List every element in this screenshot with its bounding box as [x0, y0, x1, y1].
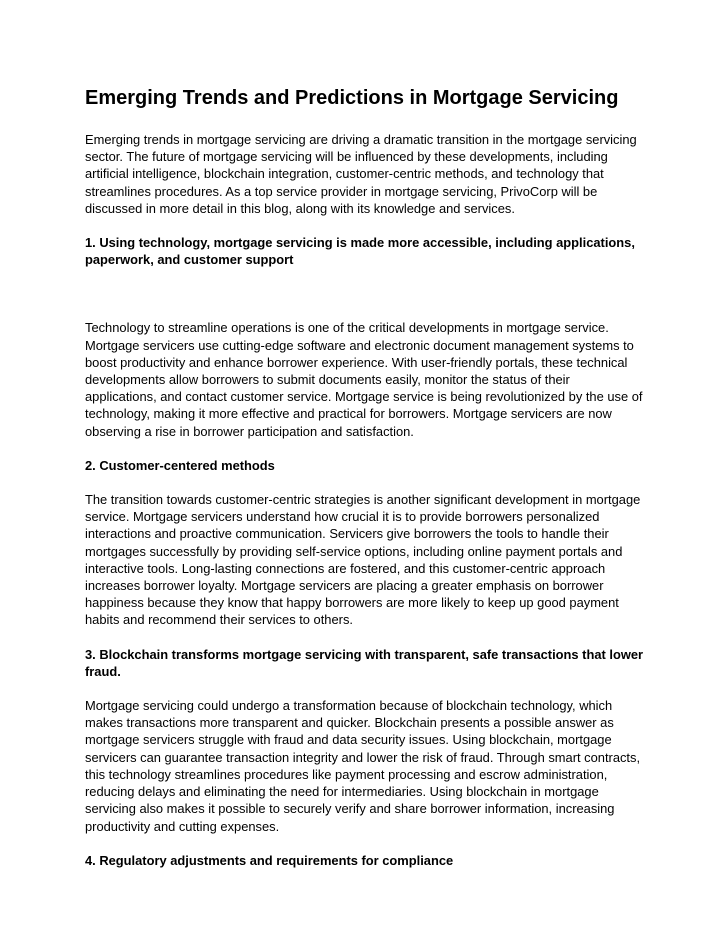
- spacer: [85, 629, 645, 646]
- document-title: Emerging Trends and Predictions in Mortgage Servicing: [85, 87, 619, 109]
- section-3-heading: 3. Blockchain transforms mortgage servicing with transparent, safe transactions that lower fraud.: [85, 646, 644, 679]
- intro-paragraph: Emerging trends in mortgage servicing are driving a dramatic transition in the mortgage servicing sector. The future of mortgage servicing will be influenced by these developments, including artificial intelligence, blockchain integration, customer-centric methods, and technology that streamlines procedures. As a top service provider in mortgage servicing, PrivoCorp will be discussed in more detail in this blog, along with its knowledge and services.: [85, 132, 637, 216]
- document-page: [85, 84, 645, 869]
- section-3-body: Mortgage servicing could undergo a transformation because of blockchain technology, which makes transactions more transparent and quicker. Blockchain presents a possible answer as mortgage servicers struggle with fraud and data security issues. Using blockchain, mortgage servicers can guarantee transaction integrity and lower the risk of fraud. Through smart contracts, this technology streamlines procedures like payment processing and escrow administration, reducing delays and eliminating the need for intermediaries. Using blockchain in mortgage servicing also makes it possible to securely verify and share borrower information, increasing productivity and cutting expenses.: [85, 698, 641, 834]
- spacer: [85, 680, 645, 697]
- section-4-heading: 4. Regulatory adjustments and requirements for compliance: [85, 852, 454, 868]
- section-1-heading: 1. Using technology, mortgage servicing is made more accessible, including applications, paperwork, and customer support: [85, 235, 635, 268]
- spacer: [85, 268, 645, 302]
- section-1-body: Technology to streamline operations is one of the critical developments in mortgage service. Mortgage servicers use cutting-edge software and electronic document management systems to boost productivity and enhance borrower experience. With user-friendly portals, these technical developments allow borrowers to submit documents easily, monitor the status of their applications, and contact customer service. Mortgage service is being revolutionized by the use of technology, making it more effective and practical for borrowers. Mortgage servicers are now observing a rise in borrower participation and satisfaction.: [85, 320, 643, 439]
- spacer: [85, 217, 645, 234]
- section-2-heading: 2. Customer-centered methods: [85, 457, 275, 473]
- spacer: [85, 474, 645, 491]
- spacer: [85, 302, 645, 319]
- section-2-body: The transition towards customer-centric strategies is another significant development in mortgage service. Mortgage servicers understand how crucial it is to provide borrowers personalized interactions and proactive communication. Servicers give borrowers the tools to handle their mortgages successfully by providing self-service options, including online payment portals and interactive tools. Long-lasting connections are fostered, and this customer-centric approach increases borrower loyalty. Mortgage servicers are placing a greater emphasis on borrower happiness because they know that happy borrowers are more likely to keep up good payment habits and recommend their services to others.: [85, 492, 641, 628]
- spacer: [85, 835, 645, 852]
- spacer: [85, 440, 645, 457]
